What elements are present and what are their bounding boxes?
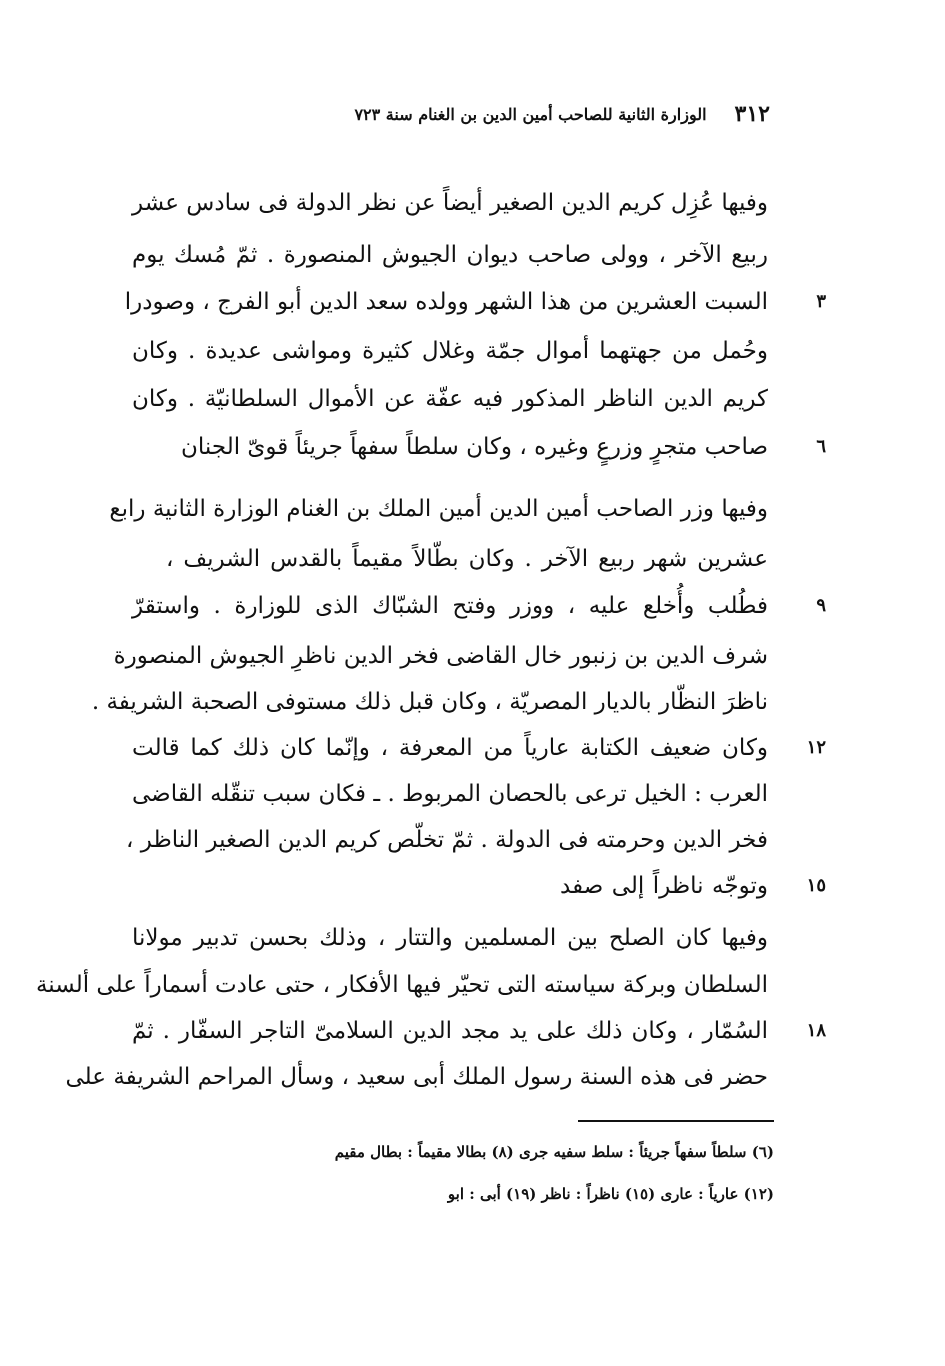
text-line: السلطان وبركة سياسته التى تحيّر فيها الأفكار ، حتى عادت أسماراً على ألسنة bbox=[35, 972, 768, 998]
line-number: ١٨ bbox=[806, 1020, 826, 1041]
text-line: عشرين شهر ربيع الآخر . وكان بطّالاً مقيماً بالقدس الشريف ، bbox=[166, 546, 768, 572]
text-line: فطُلب وأُخلع عليه ، ووزر وفتح الشبّاك الذى للوزارة . واستقرّ bbox=[132, 593, 768, 619]
text-line: وفيها عُزِل كريم الدين الصغير أيضاً عن نظر الدولة فى سادس عشر bbox=[132, 190, 768, 216]
text-line: العرب : الخيل ترعى بالحصان المربوط . ـ فكان سبب تنقّله القاضى bbox=[132, 781, 768, 807]
line-number: ٦ bbox=[816, 436, 826, 457]
footnote-divider bbox=[578, 1120, 774, 1122]
text-line: فخر الدين وحرمته فى الدولة . ثمّ تخلّص كريم الدين الصغير الناظر ، bbox=[126, 827, 768, 853]
text-line: كريم الدين الناظر المذكور فيه عفّة عن الأموال السلطانيّة . وكان bbox=[132, 386, 768, 412]
text-line: شرف الدين بن زنبور خال القاضى فخر الدين ناظرِ الجيوش المنصورة bbox=[113, 643, 768, 669]
text-line: وفيها وزر الصاحب أمين الدين أمين الملك بن الغنام الوزارة الثانية رابع bbox=[109, 496, 768, 522]
text-line: وكان ضعيف الكتابة عارياً من المعرفة ، وإنّما كان ذلك كما قالت bbox=[132, 735, 768, 761]
text-line: حضر فى هذه السنة رسول الملك أبى سعيد ، وسأل المراحم الشريفة على bbox=[65, 1064, 768, 1090]
footnote-line: (١٢) عارياً : عارى (١٥) ناظراً : ناظر (١٩) أبى : ابو bbox=[447, 1185, 774, 1203]
text-line: صاحب متجرٍ وزرعٍ وغيره ، وكان سلطاً سفهاً جريئاً قوىّ الجنان bbox=[181, 434, 768, 460]
text-line: وتوجّه ناظراً إلى صفد bbox=[560, 873, 768, 899]
line-number: ١٥ bbox=[806, 875, 826, 896]
line-number: ٣ bbox=[816, 291, 826, 312]
text-line: ناظرَ النظّار بالديار المصريّة ، وكان قبل ذلك مستوفى الصحبة الشريفة . bbox=[91, 689, 768, 715]
page-header bbox=[250, 96, 770, 132]
page-number: ٣١٢ bbox=[734, 101, 770, 127]
text-line: السُمّار ، وكان ذلك على يد مجد الدين السلامىّ التاجر السفّار . ثمّ bbox=[132, 1018, 768, 1044]
footnote-line: (٦) سلطاً سفهاً جريئاً : سلط سفيه جرى (٨) بطالا مقيماً : بطال مقيم bbox=[334, 1143, 774, 1161]
text-line: وفيها كان الصلح بين المسلمين والتتار ، وذلك بحسن تدبير مولانا bbox=[132, 925, 768, 951]
running-title: الوزارة الثانية للصاحب أمين الدين بن الغنام سنة ٧٢٣ bbox=[354, 104, 707, 124]
text-line: وحُمل من جهتهما أموال جمّة وغلال كثيرة ومواشى عديدة . وكان bbox=[132, 338, 768, 364]
line-number: ١٢ bbox=[806, 737, 826, 758]
text-line: ربيع الآخر ، وولى صاحب ديوان الجيوش المنصورة . ثمّ مُسك يوم bbox=[132, 242, 769, 268]
text-line: السبت العشرين من هذا الشهر وولده سعد الدين أبو الفرج ، وصودرا bbox=[124, 289, 768, 315]
line-number: ٩ bbox=[816, 595, 826, 616]
